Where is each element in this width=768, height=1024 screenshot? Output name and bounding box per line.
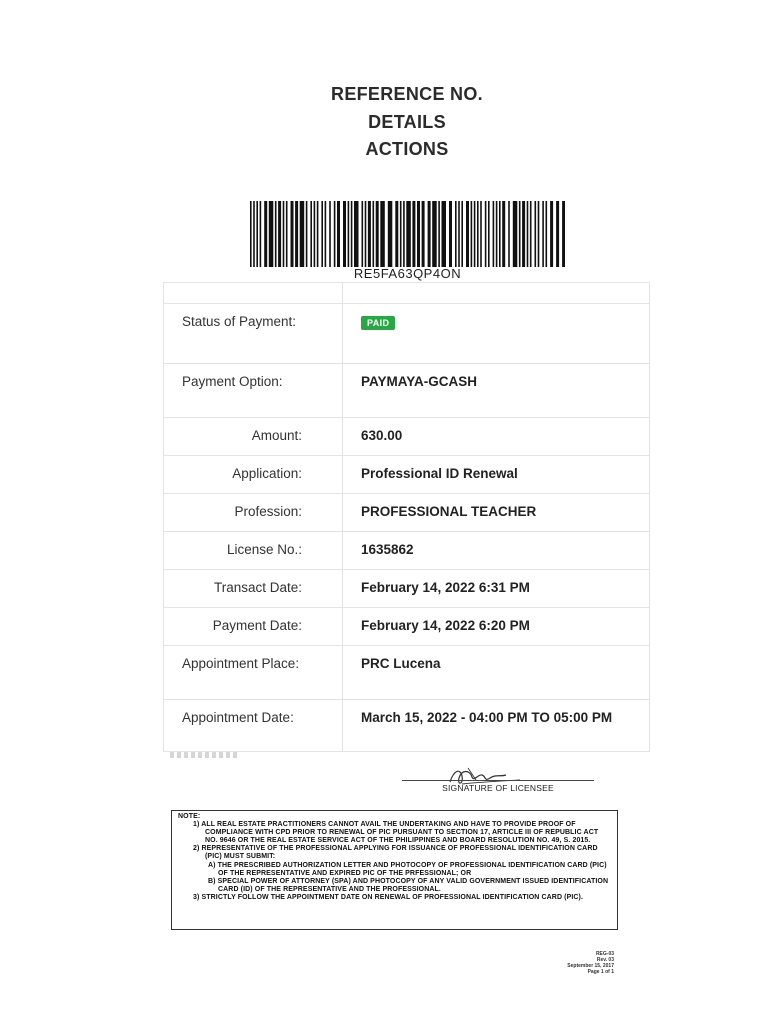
barcode-bar bbox=[471, 201, 473, 267]
barcode-bar bbox=[449, 201, 452, 267]
appointment-place-label: Appointment Place: bbox=[164, 646, 343, 700]
barcode-bar bbox=[253, 201, 255, 267]
status-badge: PAID bbox=[361, 316, 395, 330]
barcode-bar bbox=[530, 201, 532, 267]
barcode-bar bbox=[442, 201, 447, 267]
barcode-bar bbox=[334, 201, 336, 267]
barcode-bar bbox=[474, 201, 476, 267]
application-label: Application: bbox=[164, 456, 343, 494]
payment-date-value: February 14, 2022 6:20 PM bbox=[343, 608, 650, 646]
table-row bbox=[164, 364, 650, 418]
barcode-bar bbox=[455, 201, 457, 267]
barcode-bar bbox=[496, 201, 498, 267]
barcode-bar bbox=[535, 201, 537, 267]
heading-reference-no: REFERENCE NO. bbox=[331, 84, 483, 104]
table-row bbox=[164, 456, 650, 494]
heading-actions: ACTIONS bbox=[365, 139, 449, 159]
barcode-bar bbox=[556, 201, 559, 267]
barcode-bar bbox=[550, 201, 553, 267]
signature-label: SIGNATURE OF LICENSEE bbox=[442, 783, 554, 793]
faint-scan-mark bbox=[170, 752, 240, 758]
barcode-bar bbox=[502, 201, 505, 267]
barcode-bar bbox=[380, 201, 385, 267]
barcode-bar bbox=[438, 201, 440, 267]
barcode-bar bbox=[250, 201, 252, 267]
status-label: Status of Payment: bbox=[164, 304, 343, 364]
form-footer bbox=[530, 951, 614, 975]
barcode-bar bbox=[477, 201, 479, 267]
barcode-number: RE5FA63QP4ON bbox=[353, 266, 462, 281]
table-row bbox=[164, 608, 650, 646]
form-code: REG-03 bbox=[595, 951, 614, 957]
barcode-bar bbox=[376, 201, 379, 267]
barcode-bar bbox=[527, 201, 529, 267]
barcode-bar bbox=[325, 201, 327, 267]
barcode-bar bbox=[406, 201, 411, 267]
appointment-place-value: PRC Lucena bbox=[343, 646, 650, 700]
barcode-bar bbox=[417, 201, 420, 267]
barcode-bar bbox=[300, 201, 305, 267]
barcode-bar bbox=[317, 201, 319, 267]
barcode-bar bbox=[493, 201, 495, 267]
barcode-bar bbox=[337, 201, 340, 267]
barcode-bar bbox=[542, 201, 544, 267]
form-page: Page 1 of 1 bbox=[587, 969, 614, 975]
barcode-bar bbox=[461, 201, 463, 267]
appointment-date-value: March 15, 2022 - 04:00 PM TO 05:00 PM bbox=[343, 700, 650, 752]
barcode-bar bbox=[256, 201, 258, 267]
barcode-bar bbox=[466, 201, 469, 267]
barcode-bar bbox=[264, 201, 267, 267]
note-item-2a: A) THE PRESCRIBED AUTHORIZATION LETTER AND PHOTOCOPY OF PROFESSIONAL IDENTIFICATION CARD (PIC) OF THE REPRESENTATIVE AND EXPIRED PIC OF THE PRFESSIONAL; OR bbox=[208, 861, 607, 877]
barcode-bar bbox=[538, 201, 540, 267]
barcode-bar bbox=[269, 201, 274, 267]
barcode-bar bbox=[343, 201, 346, 267]
payment-date-label: Payment Date: bbox=[164, 608, 343, 646]
table-row bbox=[164, 283, 650, 304]
barcode-bar bbox=[365, 201, 367, 267]
barcode-bar bbox=[522, 201, 525, 267]
transact-date-value: February 14, 2022 6:31 PM bbox=[343, 570, 650, 608]
barcode-bar bbox=[291, 201, 294, 267]
table-row bbox=[164, 494, 650, 532]
payment-option-label: Payment Option: bbox=[164, 364, 343, 418]
note-item-3: 3) STRICTLY FOLLOW THE APPOINTMENT DATE ON RENEWAL OF PROFESSIONAL IDENTIFICATION CARD (PIC). bbox=[193, 893, 584, 901]
table-row bbox=[164, 532, 650, 570]
note-item-2: 2) REPRESENTATIVE OF THE PROFESSIONAL APPLYING FOR ISSUANCE OF PROFESSIONAL IDENTIFICATION CARD (PIC) MUST SUBMIT: bbox=[193, 845, 598, 861]
barcode-bar bbox=[508, 201, 510, 267]
barcode-bar bbox=[278, 201, 281, 267]
table-row bbox=[164, 418, 650, 456]
barcode-bar bbox=[283, 201, 285, 267]
barcode-bar bbox=[513, 201, 518, 267]
barcode-bar bbox=[432, 201, 437, 267]
barcode-bar bbox=[480, 201, 482, 267]
amount-value: 630.00 bbox=[343, 418, 650, 456]
barcode-bar bbox=[395, 201, 398, 267]
barcode-bar bbox=[403, 201, 405, 267]
barcode-bar bbox=[458, 201, 460, 267]
barcode-bar bbox=[310, 201, 312, 267]
barcode-bar bbox=[351, 201, 353, 267]
barcode-bar bbox=[362, 201, 364, 267]
barcode-bar bbox=[260, 201, 262, 267]
barcode-bar bbox=[306, 201, 308, 267]
signature-line bbox=[402, 780, 594, 781]
table-row bbox=[164, 700, 650, 752]
barcode-bar bbox=[388, 201, 393, 267]
barcode-bar bbox=[329, 201, 331, 267]
barcode-bar bbox=[400, 201, 402, 267]
barcode-image bbox=[250, 201, 565, 267]
form-date: September 15, 2017 bbox=[567, 963, 614, 969]
barcode-bar bbox=[286, 201, 288, 267]
barcode-bar bbox=[275, 201, 277, 267]
barcode-bar bbox=[485, 201, 487, 267]
payment-option-value: PAYMAYA-GCASH bbox=[343, 364, 650, 418]
barcode-bar bbox=[422, 201, 425, 267]
note-item-2b: B) SPECIAL POWER OF ATTORNEY (SPA) AND PHOTOCOPY OF ANY VALID GOVERNMENT ISSUED IDENTIFICATION CARD (ID) OF THE REPRESENTATIVE AND THE PROFESSIONAL. bbox=[208, 877, 609, 893]
transact-date-label: Transact Date: bbox=[164, 570, 343, 608]
profession-value: PROFESSIONAL TEACHER bbox=[343, 494, 650, 532]
barcode-bar bbox=[562, 201, 565, 267]
form-revision: Rev. 03 bbox=[596, 957, 614, 963]
table-row bbox=[164, 304, 650, 364]
profession-label: Profession: bbox=[164, 494, 343, 532]
barcode-bar bbox=[412, 201, 415, 267]
application-value: Professional ID Renewal bbox=[343, 456, 650, 494]
barcode-bar bbox=[428, 201, 431, 267]
table-row bbox=[164, 646, 650, 700]
barcode-bar bbox=[348, 201, 350, 267]
note-title: NOTE: bbox=[178, 813, 201, 820]
appointment-date-label: Appointment Date: bbox=[164, 700, 343, 752]
note-item-1: 1) ALL REAL ESTATE PRACTITIONERS CANNOT AVAIL THE UNDERTAKING AND HAVE TO PROVIDE PROOF OF COMPLIANCE WITH CPD PRIOR TO RENEWAL OF PIC PURSUANT TO SECTION 17, ARTICLE III OF REPUBLIC ACT NO. 9646 OR THE REAL ESTATE SERVICE ACT OF THE PHILIPPINES AND BOARD RESOLUTION NO. 49, S. 2015. bbox=[193, 821, 599, 845]
barcode-bar bbox=[519, 201, 521, 267]
barcode-bar bbox=[295, 201, 298, 267]
barcode-bar bbox=[499, 201, 501, 267]
note-box bbox=[171, 810, 618, 930]
table-row bbox=[164, 570, 650, 608]
barcode-bar bbox=[546, 201, 548, 267]
payment-details-table bbox=[163, 282, 650, 752]
barcode-bar bbox=[314, 201, 316, 267]
amount-label: Amount: bbox=[164, 418, 343, 456]
barcode-bar bbox=[488, 201, 490, 267]
license-no-value: 1635862 bbox=[343, 532, 650, 570]
license-no-label: License No.: bbox=[164, 532, 343, 570]
barcode-bar bbox=[321, 201, 323, 267]
barcode-bar bbox=[373, 201, 375, 267]
barcode-bar bbox=[368, 201, 371, 267]
heading-details: DETAILS bbox=[368, 112, 446, 132]
barcode-bar bbox=[354, 201, 359, 267]
